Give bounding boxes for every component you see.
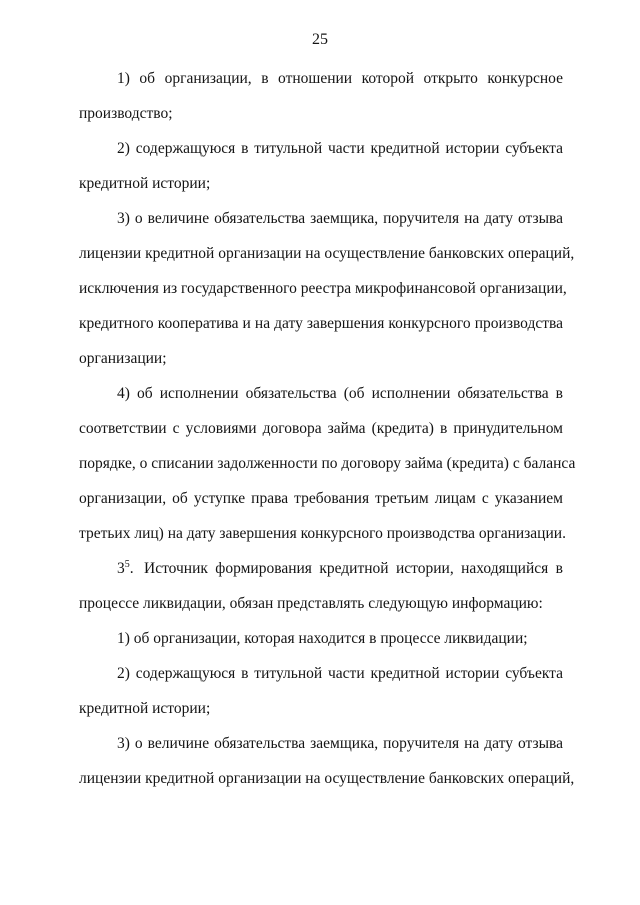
text-line: Источник формирования кредитной истории, находящийся в [144,560,563,577]
text-line: кредитной истории; [79,700,211,717]
text-line: лицензии кредитной организации на осуществление банковских операций, [79,770,575,787]
text-line: 2) содержащуюся в титульной части кредитной истории субъекта [117,665,563,682]
text-line: 1) об организации, которая находится в процессе ликвидации; [117,630,528,647]
section-number: 3 [117,560,125,577]
text-line: кредитной истории; [79,175,211,192]
text-line: производство; [79,105,173,122]
text-line: 4) об исполнении обязательства (об исполнении обязательства в [117,385,563,402]
text-line: организации; [79,350,167,367]
text-line: исключения из государственного реестра микрофинансовой организации, [79,280,567,297]
section-dot: . [129,560,134,577]
text-line: лицензии кредитной организации на осуществление банковских операций, [79,245,575,262]
section-superscript: 5 [124,558,130,570]
text-line: 1) об организации, в отношении которой открыто конкурсное [117,70,563,87]
text-line: 3) о величине обязательства заемщика, поручителя на дату отзыва [117,735,563,752]
text-line: 2) содержащуюся в титульной части кредитной истории субъекта [117,140,563,157]
text-line: кредитного кооператива и на дату завершения конкурсного производства [79,315,563,332]
text-line: третьих лиц) на дату завершения конкурсного производства организации. [79,525,566,542]
text-line: организации, об уступке права требования третьим лицам с указанием [79,490,563,507]
page-number: 25 [312,31,328,48]
text-line: соответствии с условиями договора займа (кредита) в принудительном [79,420,563,437]
text-line: 3) о величине обязательства заемщика, поручителя на дату отзыва [117,210,563,227]
text-line: процессе ликвидации, обязан представлять следующую информацию: [79,595,543,612]
section-heading-number [117,559,141,579]
text-line: порядке, о списании задолженности по договору займа (кредита) с баланса [79,455,576,472]
